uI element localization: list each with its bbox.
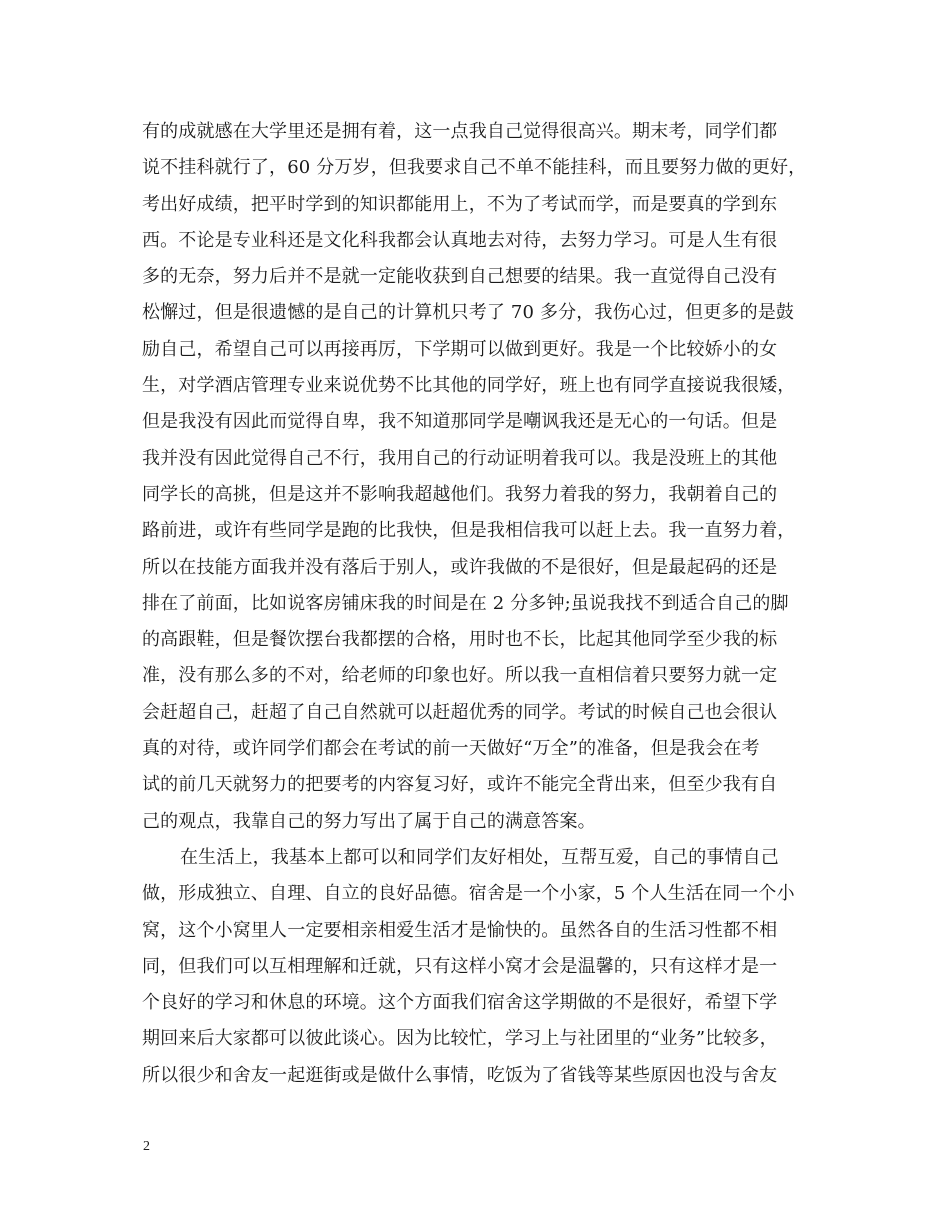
text-line: 同学长的高挑，但是这并不影响我超越他们。我努力着我的努力，我朝着自己的: [142, 483, 778, 505]
text-line: 松懈过，但是很遗憾的是自己的计算机只考了 70 多分，我伤心过，但更多的是鼓: [142, 302, 795, 324]
text-line: 生，对学酒店管理专业来说优势不比其他的同学好，班上也有同学直接说我很矮，: [142, 375, 796, 397]
paragraph-academic: [142, 114, 812, 840]
text-line: 说不挂科就行了，60 分万岁，但我要求自己不单不能挂科，而且要努力做的更好，: [142, 157, 807, 179]
body-text: [142, 114, 812, 1094]
text-line: 会赶超自己，赶超了自己自然就可以赶超优秀的同学。考试的时候自己也会很认: [142, 701, 778, 723]
text-line: 做，形成独立、自理、自立的良好品德。宿舍是一个小家，5 个人生活在同一个小: [142, 883, 795, 905]
text-line: 在生活上，我基本上都可以和同学们友好相处，互帮互爱，自己的事情自己: [180, 846, 779, 868]
text-line: 同，但我们可以互相理解和迁就，只有这样小窝才会是温馨的，只有这样才是一: [142, 955, 778, 977]
text-line: 期回来后大家都可以彼此谈心。因为比较忙，学习上与社团里的“业务”比较多，: [142, 1028, 778, 1050]
paragraph-life: [142, 840, 812, 1094]
text-line: 有的成就感在大学里还是拥有着，这一点我自己觉得很高兴。期末考，同学们都: [142, 121, 778, 142]
text-line: 排在了前面，比如说客房铺床我的时间是在 2 分多钟;虽说我找不到适合自己的脚: [142, 592, 789, 614]
text-line: 准，没有那么多的不对，给老师的印象也好。所以我一直相信着只要努力就一定: [142, 665, 778, 687]
text-line: 窝，这个小窝里人一定要相亲相爱生活才是愉快的。虽然各自的生活习性都不相: [142, 919, 778, 941]
text-line: 的高跟鞋，但是餐饮摆台我都摆的合格，用时也不长，比起其他同学至少我的标: [142, 629, 778, 651]
page-number: 2: [143, 1139, 150, 1154]
text-line: 多的无奈，努力后并不是就一定能收获到自己想要的结果。我一直觉得自己没有: [142, 266, 778, 288]
text-line: 所以在技能方面我并没有落后于别人，或许我做的不是很好，但是最起码的还是: [142, 556, 778, 578]
text-line: 我并没有因此觉得自己不行，我用自己的行动证明着我可以。我是没班上的其他: [142, 447, 778, 469]
text-line: 试的前几天就努力的把要考的内容复习好，或许不能完全背出来，但至少我有自: [142, 774, 778, 796]
text-line: 励自己，希望自己可以再接再厉，下学期可以做到更好。我是一个比较娇小的女: [142, 338, 778, 360]
text-line: 西。不论是专业科还是文化科我都会认真地去对待，去努力学习。可是人生有很: [142, 229, 778, 251]
text-line: 考出好成绩，把平时学到的知识都能用上，不为了考试而学，而是要真的学到东: [142, 193, 778, 215]
text-line: 所以很少和舍友一起逛街或是做什么事情，吃饭为了省钱等某些原因也没与舍友: [142, 1064, 778, 1086]
text-line: 但是我没有因此而觉得自卑，我不知道那同学是嘲讽我还是无心的一句话。但是: [142, 411, 778, 433]
text-line: 真的对待，或许同学们都会在考试的前一天做好“万全”的准备，但是我会在考: [142, 738, 760, 760]
text-line: 路前进，或许有些同学是跑的比我快，但是我相信我可以赶上去。我一直努力着，: [142, 520, 796, 542]
text-line: 个良好的学习和休息的环境。这个方面我们宿舍这学期做的不是很好，希望下学: [142, 992, 778, 1014]
text-line: 己的观点，我靠自己的努力写出了属于自己的满意答案。: [142, 810, 596, 832]
